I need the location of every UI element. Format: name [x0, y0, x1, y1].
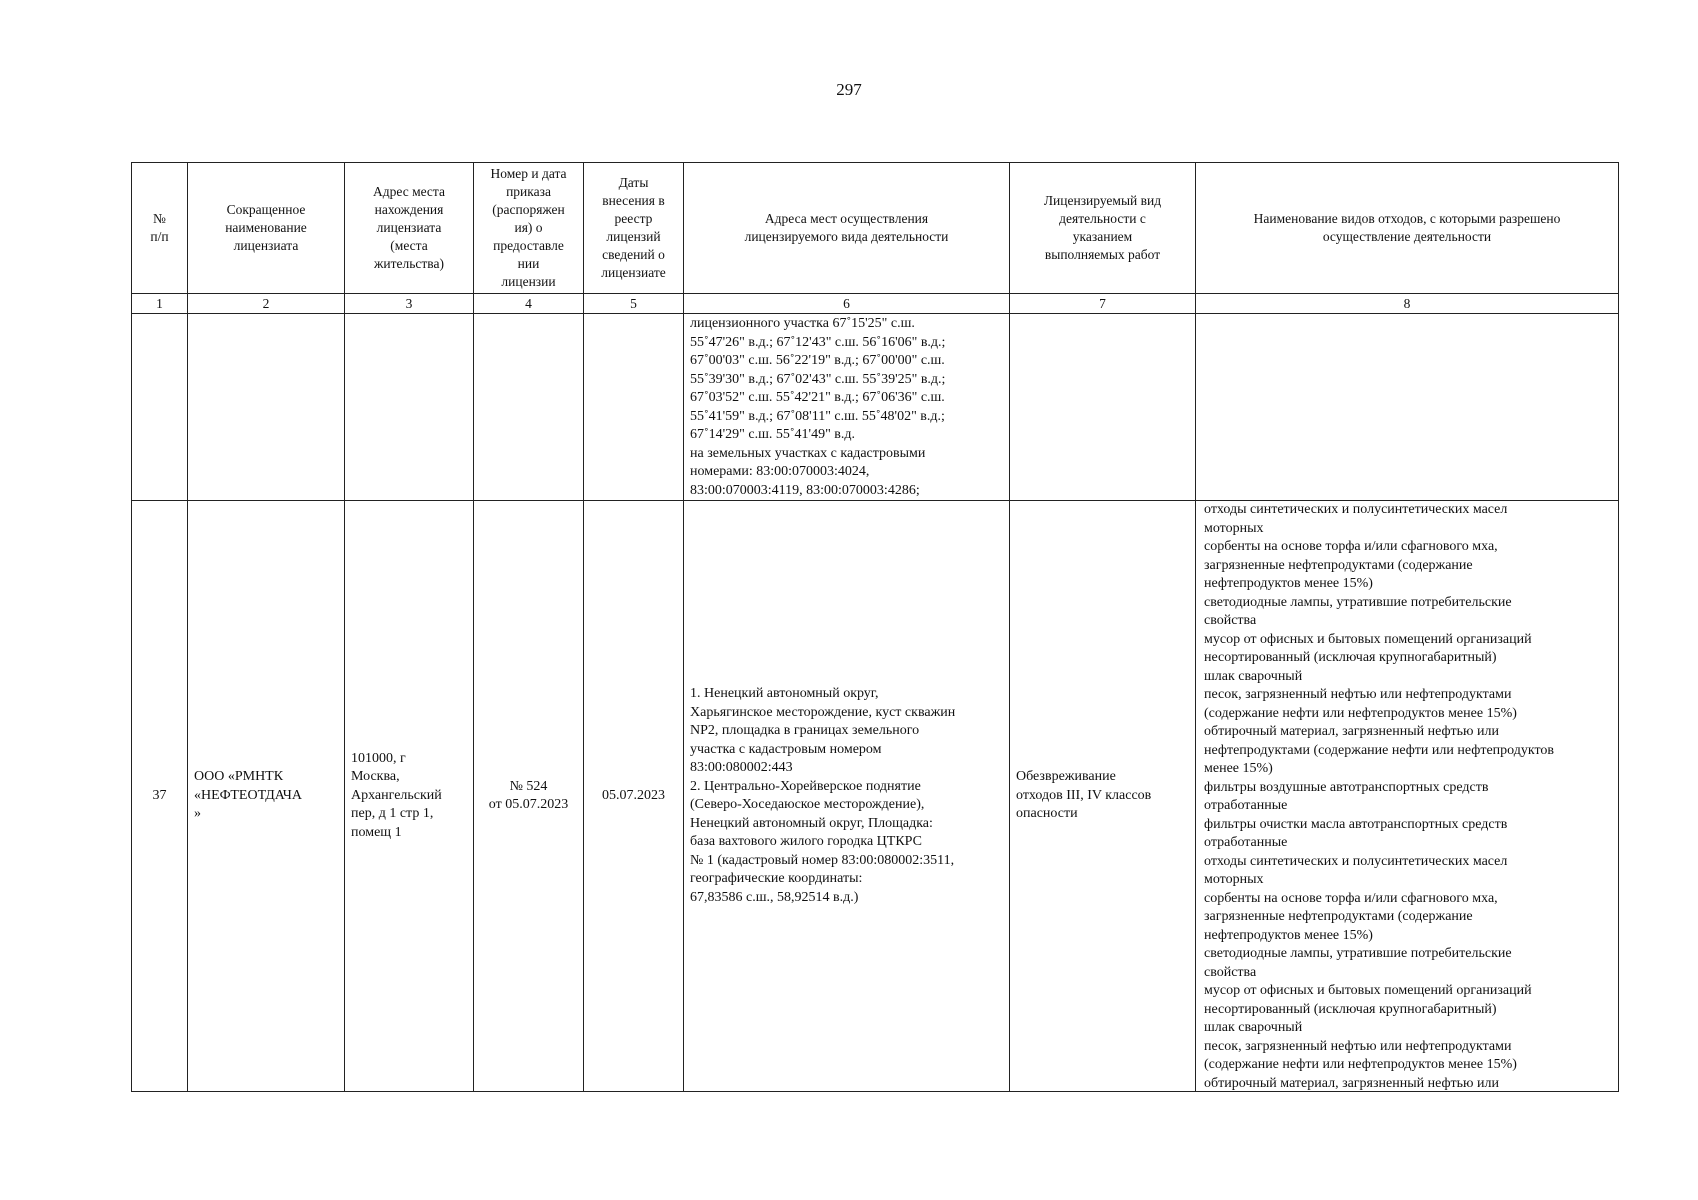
text-line: № 1 (кадастровый номер 83:00:080002:3511,: [690, 852, 955, 868]
header-text-line: Лицензируемый вид: [1043, 193, 1162, 208]
header-text-line: Наименование видов отходов, с которыми разрешено: [1253, 211, 1561, 226]
text-line: свойства: [1204, 613, 1257, 628]
header-text-line: Номер и дата: [490, 166, 567, 181]
text-line: на земельных участках с кадастровыми: [690, 445, 926, 461]
text-line: обтирочный материал, загрязненный нефтью или: [1204, 1075, 1499, 1091]
header-text-line: жительства): [374, 256, 444, 271]
text-line: сорбенты на основе торфа и/или сфагнового мха,: [1204, 539, 1498, 554]
header-text-line: сведений о: [602, 247, 665, 262]
text-line: 55˚39'30" в.д.; 67˚02'43" с.ш. 55˚39'25" в.д.;: [690, 371, 946, 387]
licensee-address-cell: [345, 501, 474, 1092]
text-line: Харьягинское месторождение, куст скважин: [690, 704, 956, 720]
text-line: «НЕФТЕОТДАЧА: [194, 787, 303, 803]
activity-type: [1010, 768, 1195, 824]
text-line: отходы синтетических и полусинтетических масел: [1204, 502, 1508, 517]
empty-cell: [474, 314, 584, 501]
text-line: 67˚14'29" с.ш. 55˚41'49" в.д.: [690, 427, 856, 442]
text-line: опасности: [1016, 806, 1078, 822]
text-line: отработанные: [1204, 835, 1288, 850]
column-number: 2: [188, 294, 345, 314]
waste-types-list: [1196, 501, 1618, 1091]
license-registry-table: [131, 162, 1619, 1092]
licensee-cell: [188, 501, 345, 1092]
text-line: (Северо-Хоседаюское месторождение),: [690, 797, 925, 812]
text-line: 55˚41'59" в.д.; 67˚08'11" с.ш. 55˚48'02" в.д.;: [690, 408, 945, 424]
text-line: сорбенты на основе торфа и/или сфагнового мха,: [1204, 890, 1498, 906]
header-text-line: (места: [390, 238, 428, 253]
text-line: фильтры воздушные автотранспортных средств: [1204, 779, 1489, 795]
text-line: фильтры очистки масла автотранспортных средств: [1204, 816, 1508, 832]
text-line: лицензионного участка 67˚15'25" с.ш.: [690, 316, 915, 331]
text-line: свойства: [1204, 964, 1257, 980]
header-text-line: выполняемых работ: [1044, 247, 1161, 262]
header-text-line: нахождения: [374, 202, 444, 217]
header-text-line: Адреса мест осуществления: [764, 211, 929, 226]
header-text-line: предоставле: [493, 238, 564, 253]
text-line: отходы синтетических и полусинтетических масел: [1204, 853, 1508, 869]
header-text-line: лицензируемого вида деятельности: [744, 229, 949, 244]
activity-address-continuation-cell: [684, 314, 1010, 501]
text-line: Обезвреживание: [1016, 769, 1116, 785]
activity-addresses: [684, 685, 1009, 907]
header-text-line: лицензиате: [601, 265, 666, 280]
text-line: 55˚47'26" в.д.; 67˚12'43" с.ш. 56˚16'06" в.д.;: [690, 334, 946, 350]
header-text-line: п/п: [150, 229, 169, 244]
text-line: Москва,: [351, 769, 400, 785]
row-number: 37: [132, 501, 188, 1092]
empty-cell: [132, 314, 188, 501]
text-line: № 524: [509, 778, 548, 794]
text-line: обтирочный материал, загрязненный нефтью или: [1204, 724, 1499, 739]
text-line: 83:00:080002:443: [690, 760, 793, 775]
header-text-line: реестр: [614, 211, 653, 226]
header-text-line: осуществление деятельности: [1322, 229, 1492, 244]
header-text-line: указанием: [1072, 229, 1133, 244]
text-line: Архангельский: [351, 787, 442, 803]
header-text-line: лицензии: [501, 274, 556, 289]
header-cell: [584, 163, 684, 294]
header-text-line: приказа: [506, 184, 551, 199]
column-number: 7: [1010, 294, 1196, 314]
text-line: от 05.07.2023: [488, 797, 569, 812]
licensee-name: [188, 768, 344, 824]
waste-types-cell: [1196, 501, 1619, 1092]
text-line: 2. Центрально-Хорейверское поднятие: [690, 778, 921, 794]
text-line: 83:00:070003:4119, 83:00:070003:4286;: [690, 482, 920, 498]
text-line: »: [194, 806, 201, 822]
activity-type-cell: [1010, 501, 1196, 1092]
header-text-line: лицензий: [606, 229, 661, 244]
header-text-line: Даты: [618, 175, 649, 190]
header-cell: [345, 163, 474, 294]
column-number: 8: [1196, 294, 1619, 314]
order-number-date: [474, 778, 583, 815]
text-line: NP2, площадка в границах земельного: [690, 723, 920, 738]
header-text-line: ия) о: [514, 220, 543, 235]
text-line: отработанные: [1204, 798, 1288, 813]
header-cell: [1196, 163, 1619, 294]
text-line: нефтепродуктов менее 15%): [1204, 927, 1373, 943]
text-line: мусор от офисных и бытовых помещений организаций: [1204, 983, 1532, 998]
text-line: Ненецкий автономный округ, Площадка:: [690, 815, 933, 831]
header-text-line: нии: [517, 256, 540, 271]
header-cell: [188, 163, 345, 294]
text-line: (содержание нефти или нефтепродуктов менее 15%): [1204, 1057, 1517, 1072]
registry-date: 05.07.2023: [584, 501, 684, 1092]
text-line: шлак сварочный: [1204, 1020, 1303, 1035]
text-line: шлак сварочный: [1204, 668, 1303, 684]
header-text-line: лицензиата: [376, 220, 442, 235]
text-line: нефтепродуктов менее 15%): [1204, 576, 1373, 591]
text-line: 1. Ненецкий автономный округ,: [690, 686, 879, 701]
activity-address-continuation: [684, 314, 1009, 500]
column-number: 6: [684, 294, 1010, 314]
text-line: моторных: [1204, 872, 1264, 887]
header-text-line: №: [153, 211, 166, 226]
order-cell: [474, 501, 584, 1092]
text-line: несортированный (исключая крупногабаритный): [1204, 650, 1497, 665]
text-line: мусор от офисных и бытовых помещений организаций: [1204, 631, 1532, 647]
text-line: пер, д 1 стр 1,: [351, 806, 434, 822]
text-line: загрязненные нефтепродуктами (содержание: [1204, 909, 1473, 924]
text-line: 67˚03'52" с.ш. 55˚42'21" в.д.; 67˚06'36" с.ш.: [690, 390, 945, 405]
empty-cell: [584, 314, 684, 501]
text-line: моторных: [1204, 520, 1264, 536]
header-cell: [474, 163, 584, 294]
column-number: 5: [584, 294, 684, 314]
empty-cell: [1196, 314, 1619, 501]
text-line: светодиодные лампы, утратившие потребительские: [1204, 946, 1512, 961]
header-cell: [1010, 163, 1196, 294]
header-text-line: лицензиата: [233, 238, 299, 253]
header-text-line: (распоряжен: [492, 202, 565, 217]
text-line: (содержание нефти или нефтепродуктов менее 15%): [1204, 705, 1517, 721]
text-line: географические координаты:: [690, 871, 863, 886]
licensee-address: [345, 750, 473, 843]
page-number: 297: [836, 80, 862, 99]
text-line: отходов III, IV классов: [1016, 787, 1152, 803]
header-cell: [132, 163, 188, 294]
header-cell: [684, 163, 1010, 294]
header-text-line: Сокращенное: [226, 202, 306, 217]
column-number-row: [132, 294, 1619, 314]
empty-cell: [345, 314, 474, 501]
text-line: база вахтового жилого городка ЦТКРС: [690, 834, 922, 849]
text-line: светодиодные лампы, утратившие потребительские: [1204, 594, 1512, 610]
table-row: [132, 501, 1619, 1092]
header-text-line: Адрес места: [373, 184, 445, 199]
text-line: ООО «РМНТК: [194, 769, 284, 785]
column-number: 4: [474, 294, 584, 314]
header-text-line: деятельности с: [1059, 211, 1146, 226]
text-line: несортированный (исключая крупногабаритный): [1204, 1001, 1497, 1017]
text-line: 101000, г: [351, 750, 406, 766]
header-text-line: внесения в: [602, 193, 665, 208]
header-row: [132, 163, 1619, 294]
text-line: песок, загрязненный нефтью или нефтепродуктами: [1204, 1038, 1512, 1054]
text-line: 67˚00'03" с.ш. 56˚22'19" в.д.; 67˚00'00" с.ш.: [690, 353, 945, 368]
text-line: загрязненные нефтепродуктами (содержание: [1204, 557, 1473, 573]
text-line: 67,83586 с.ш., 58,92514 в.д.): [690, 889, 859, 905]
text-line: нефтепродуктами (содержание нефти или нефтепродуктов: [1204, 742, 1555, 758]
activity-address-cell: [684, 501, 1010, 1092]
column-number: 1: [132, 294, 188, 314]
header-text-line: наименование: [225, 220, 307, 235]
empty-cell: [1010, 314, 1196, 501]
column-number: 3: [345, 294, 474, 314]
text-line: номерами: 83:00:070003:4024,: [690, 464, 870, 479]
text-line: менее 15%): [1204, 761, 1273, 776]
text-line: песок, загрязненный нефтью или нефтепродуктами: [1204, 687, 1512, 702]
continuation-row: [132, 314, 1619, 501]
text-line: участка с кадастровым номером: [690, 741, 882, 757]
text-line: помещ 1: [351, 824, 402, 840]
empty-cell: [188, 314, 345, 501]
